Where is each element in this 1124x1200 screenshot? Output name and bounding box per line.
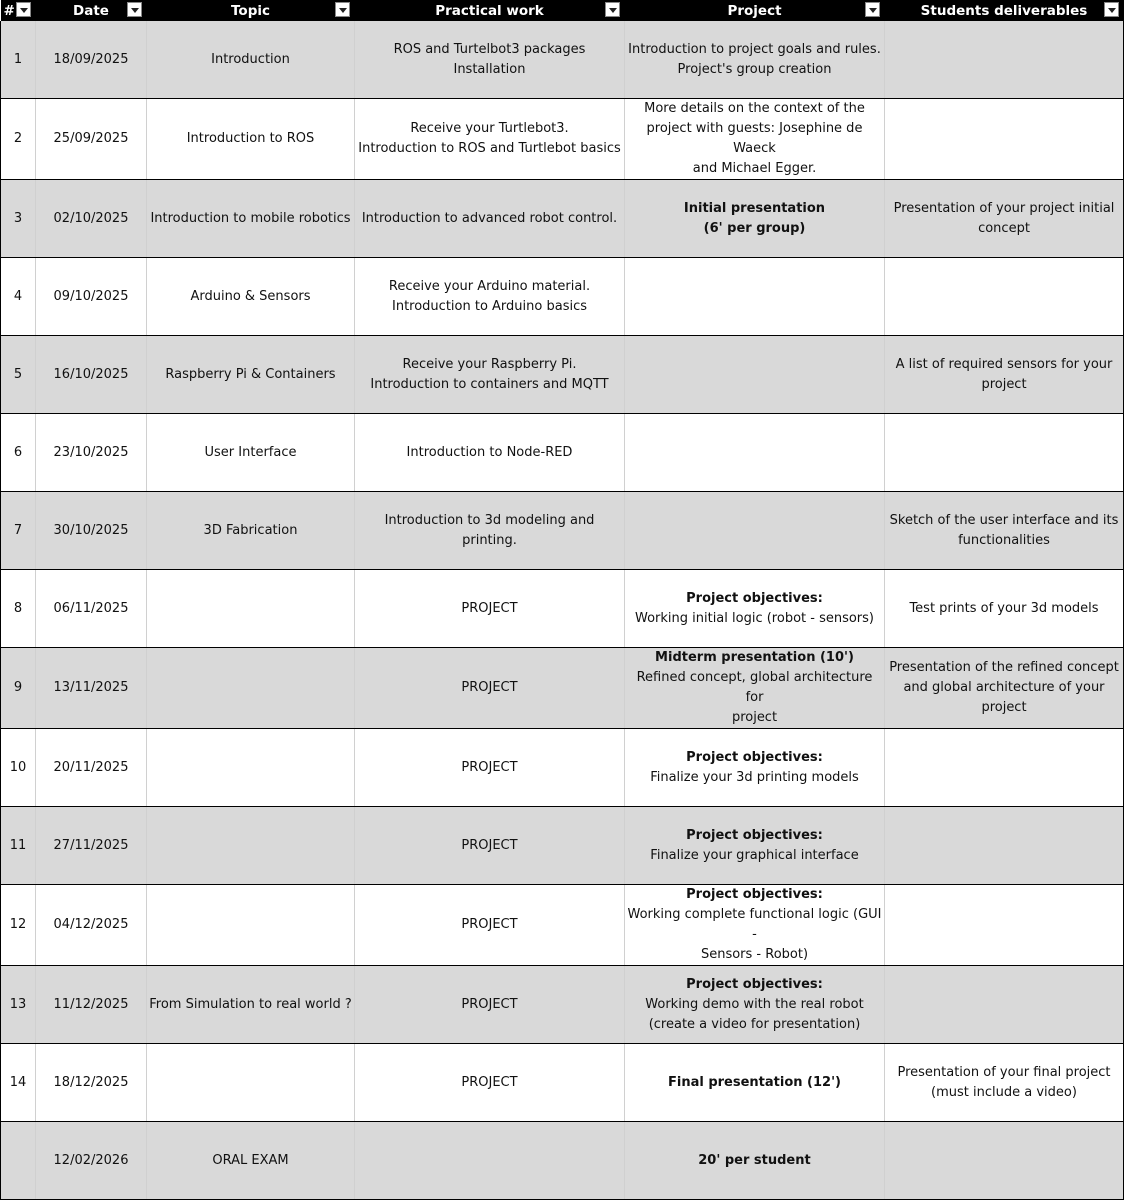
filter-dropdown-icon[interactable] (335, 2, 350, 17)
session-number-cell (1, 1044, 36, 1122)
practical-work-line: PROJECT (461, 759, 518, 775)
topic-cell (147, 180, 355, 258)
topic-text: 3D Fabrication (203, 522, 298, 538)
deliverables-cell (885, 492, 1124, 570)
table-row (1, 1122, 1124, 1200)
date-text: 06/11/2025 (53, 600, 129, 616)
topic-cell (147, 414, 355, 492)
session-number-text: 8 (13, 600, 23, 616)
header-label: Students deliverables (920, 2, 1088, 19)
project-line: Project objectives: (686, 827, 823, 843)
deliverables-cell (885, 570, 1124, 648)
deliverables-line: concept (978, 220, 1030, 236)
table-row (1, 414, 1124, 492)
project-line: Final presentation (12') (667, 1074, 841, 1090)
session-number-cell (1, 1122, 36, 1200)
practical-work-cell (355, 180, 625, 258)
topic-cell (147, 21, 355, 99)
date-text: 12/02/2026 (53, 1152, 129, 1168)
deliverables-line: and global architecture of your (903, 680, 1105, 695)
filter-dropdown-icon[interactable] (605, 2, 620, 17)
date-cell (36, 258, 147, 336)
date-text: 02/10/2025 (53, 210, 129, 226)
date-text: 16/10/2025 (53, 366, 129, 382)
date-cell (36, 807, 147, 885)
session-number-cell (1, 258, 36, 336)
project-line: Project objectives: (686, 976, 823, 992)
topic-text: Introduction to mobile robotics (150, 210, 351, 226)
project-line: Project objectives: (686, 887, 823, 902)
project-line: Project's group creation (677, 61, 832, 77)
project-cell (625, 1122, 885, 1200)
date-cell (36, 966, 147, 1044)
header-label: Date (73, 2, 109, 19)
header-label: Practical work (435, 2, 544, 19)
session-number-cell (1, 807, 36, 885)
practical-work-line: PROJECT (461, 996, 518, 1012)
session-number-cell (1, 729, 36, 807)
filter-dropdown-icon[interactable] (865, 2, 880, 17)
deliverables-cell (885, 648, 1124, 729)
practical-work-line: Introduction to Node-RED (406, 444, 573, 460)
deliverables-line: Test prints of your 3d models (909, 600, 1099, 616)
practical-work-cell (355, 807, 625, 885)
session-number-text: 3 (13, 210, 23, 226)
session-number-cell (1, 336, 36, 414)
project-cell (625, 966, 885, 1044)
project-line: 20' per student (698, 1152, 811, 1168)
date-text: 18/12/2025 (53, 1074, 129, 1090)
session-number-text: 6 (13, 444, 23, 460)
topic-cell (147, 570, 355, 648)
project-cell (625, 180, 885, 258)
date-text: 04/12/2025 (53, 917, 129, 932)
practical-work-line: Introduction to advanced robot control. (361, 210, 618, 226)
topic-cell (147, 729, 355, 807)
topic-cell (147, 807, 355, 885)
project-cell (625, 807, 885, 885)
header-topic (147, 0, 355, 21)
session-number-text: 14 (9, 1074, 27, 1090)
topic-text: From Simulation to real world ? (149, 996, 352, 1012)
project-cell (625, 885, 885, 966)
date-cell (36, 99, 147, 180)
practical-work-line: ROS and Turtelbot3 packages Installation (393, 41, 586, 77)
topic-cell (147, 99, 355, 180)
practical-work-cell (355, 966, 625, 1044)
header-date (36, 0, 147, 21)
practical-work-cell (355, 258, 625, 336)
date-text: 27/11/2025 (53, 837, 129, 853)
project-cell (625, 492, 885, 570)
topic-cell (147, 1122, 355, 1200)
practical-work-cell (355, 99, 625, 180)
practical-work-cell (355, 414, 625, 492)
practical-work-line: Introduction to Arduino basics (392, 298, 587, 314)
practical-work-line: PROJECT (461, 1074, 518, 1090)
filter-dropdown-icon[interactable] (16, 2, 31, 17)
date-cell (36, 1122, 147, 1200)
table-row (1, 648, 1124, 729)
table-row (1, 180, 1124, 258)
session-number-cell (1, 21, 36, 99)
project-cell (625, 99, 885, 180)
table-row (1, 99, 1124, 180)
deliverables-cell (885, 336, 1124, 414)
table-body (1, 21, 1124, 1200)
table-row (1, 966, 1124, 1044)
project-cell (625, 648, 885, 729)
date-cell (36, 729, 147, 807)
session-number-text: 2 (13, 131, 23, 146)
session-number-cell (1, 492, 36, 570)
header-project (625, 0, 885, 21)
session-number-text: 5 (13, 366, 23, 382)
table-row (1, 570, 1124, 648)
practical-work-cell (355, 570, 625, 648)
table-row (1, 258, 1124, 336)
project-line: project (731, 710, 778, 725)
table-row (1, 492, 1124, 570)
deliverables-line: Presentation of your final project (897, 1064, 1111, 1080)
date-cell (36, 180, 147, 258)
practical-work-line: PROJECT (461, 600, 518, 616)
header-row (1, 0, 1124, 21)
topic-text: Arduino & Sensors (190, 288, 311, 304)
session-number-text: 12 (9, 917, 27, 932)
deliverables-cell (885, 729, 1124, 807)
table-row (1, 1044, 1124, 1122)
date-text: 09/10/2025 (53, 288, 129, 304)
project-cell (625, 258, 885, 336)
topic-text: Raspberry Pi & Containers (165, 366, 336, 382)
practical-work-line: Introduction to ROS and Turtlebot basics (358, 141, 621, 156)
practical-work-line: Receive your Turtlebot3. (410, 121, 569, 136)
date-text: 23/10/2025 (53, 444, 129, 460)
project-cell (625, 729, 885, 807)
topic-text: Introduction to ROS (186, 131, 315, 146)
session-number-cell (1, 966, 36, 1044)
deliverables-cell (885, 99, 1124, 180)
date-text: 25/09/2025 (53, 131, 129, 146)
deliverables-cell (885, 807, 1124, 885)
date-cell (36, 648, 147, 729)
project-cell (625, 414, 885, 492)
deliverables-cell (885, 885, 1124, 966)
header-label: Project (727, 2, 782, 19)
practical-work-line: Receive your Raspberry Pi. (402, 356, 577, 372)
topic-text: ORAL EXAM (212, 1152, 289, 1168)
topic-text: User Interface (204, 444, 297, 460)
project-cell (625, 336, 885, 414)
project-line: Initial presentation (683, 200, 826, 216)
session-number-text: 7 (13, 522, 23, 538)
project-line: More details on the context of the (644, 101, 865, 116)
project-line: Sensors - Robot) (700, 947, 809, 962)
session-number-text: 1 (13, 51, 23, 67)
project-line: Project objectives: (686, 590, 823, 606)
session-number-text: 4 (13, 288, 23, 304)
session-number-text: 13 (9, 996, 27, 1012)
practical-work-cell (355, 648, 625, 729)
date-text: 11/12/2025 (53, 996, 129, 1012)
practical-work-cell (355, 492, 625, 570)
session-number-cell (1, 570, 36, 648)
practical-work-cell (355, 885, 625, 966)
practical-work-line: Introduction to 3d modeling and printing. (384, 512, 595, 548)
practical-work-line: Receive your Arduino material. (388, 278, 591, 294)
deliverables-cell (885, 180, 1124, 258)
project-cell (625, 570, 885, 648)
project-line: Working complete functional logic (GUI - (627, 907, 882, 942)
topic-cell (147, 885, 355, 966)
project-line: Project objectives: (686, 749, 823, 765)
practical-work-line: PROJECT (461, 837, 518, 853)
date-cell (36, 570, 147, 648)
filter-dropdown-icon[interactable] (127, 2, 142, 17)
project-line: Introduction to project goals and rules. (628, 41, 881, 57)
deliverables-cell (885, 258, 1124, 336)
topic-text: Introduction (211, 51, 290, 67)
project-line: (6' per group) (703, 220, 806, 236)
project-cell (625, 21, 885, 99)
deliverables-line: project (981, 376, 1027, 392)
deliverables-line: A list of required sensors for your (895, 356, 1113, 372)
date-cell (36, 492, 147, 570)
header-label: # (3, 3, 15, 19)
session-number-text: 9 (13, 680, 23, 695)
project-line: (create a video for presentation) (648, 1016, 861, 1032)
header-number (1, 0, 36, 21)
deliverables-line: (must include a video) (931, 1084, 1077, 1100)
table-row (1, 885, 1124, 966)
header-practical-work (355, 0, 625, 21)
deliverables-line: Presentation of the refined concept (889, 660, 1119, 675)
project-line: and Michael Egger. (692, 161, 817, 176)
date-text: 18/09/2025 (53, 51, 129, 67)
project-cell (625, 1044, 885, 1122)
session-number-cell (1, 99, 36, 180)
deliverables-cell (885, 966, 1124, 1044)
deliverables-cell (885, 414, 1124, 492)
practical-work-line: PROJECT (461, 680, 518, 695)
practical-work-cell (355, 1122, 625, 1200)
deliverables-cell (885, 1122, 1124, 1200)
date-cell (36, 21, 147, 99)
date-cell (36, 336, 147, 414)
practical-work-cell (355, 1044, 625, 1122)
practical-work-line: PROJECT (461, 917, 518, 932)
practical-work-line: Introduction to containers and MQTT (370, 376, 609, 392)
topic-cell (147, 492, 355, 570)
project-line: Midterm presentation (10') (655, 650, 854, 665)
header-label: Topic (231, 2, 270, 19)
session-number-cell (1, 648, 36, 729)
header-students-deliverables (885, 0, 1124, 21)
deliverables-cell (885, 1044, 1124, 1122)
date-text: 13/11/2025 (53, 680, 129, 695)
practical-work-cell (355, 336, 625, 414)
session-number-cell (1, 414, 36, 492)
deliverables-line: Presentation of your project initial (893, 200, 1115, 216)
topic-cell (147, 258, 355, 336)
topic-cell (147, 966, 355, 1044)
date-text: 20/11/2025 (53, 759, 129, 775)
date-cell (36, 414, 147, 492)
table-row (1, 729, 1124, 807)
date-cell (36, 885, 147, 966)
topic-cell (147, 336, 355, 414)
deliverables-line: Sketch of the user interface and its (889, 512, 1119, 528)
project-line: Refined concept, global architecture for (636, 670, 873, 705)
table-row (1, 336, 1124, 414)
session-number-text: 11 (9, 837, 27, 853)
filter-dropdown-icon[interactable] (1104, 2, 1119, 17)
project-line: Finalize your 3d printing models (650, 769, 859, 785)
project-line: Finalize your graphical interface (650, 847, 859, 863)
practical-work-cell (355, 21, 625, 99)
session-number-cell (1, 180, 36, 258)
session-number-text: 10 (9, 759, 27, 775)
topic-cell (147, 1044, 355, 1122)
table-row (1, 807, 1124, 885)
table-row (1, 21, 1124, 99)
project-line: Working demo with the real robot (645, 996, 864, 1012)
topic-cell (147, 648, 355, 729)
deliverables-line: functionalities (958, 532, 1050, 548)
date-text: 30/10/2025 (53, 522, 129, 538)
project-line: Working initial logic (robot - sensors) (634, 610, 874, 626)
practical-work-cell (355, 729, 625, 807)
date-cell (36, 1044, 147, 1122)
project-line: project with guests: Josephine de Waeck (646, 121, 863, 156)
session-number-cell (1, 885, 36, 966)
deliverables-line: project (981, 700, 1027, 715)
deliverables-cell (885, 21, 1124, 99)
